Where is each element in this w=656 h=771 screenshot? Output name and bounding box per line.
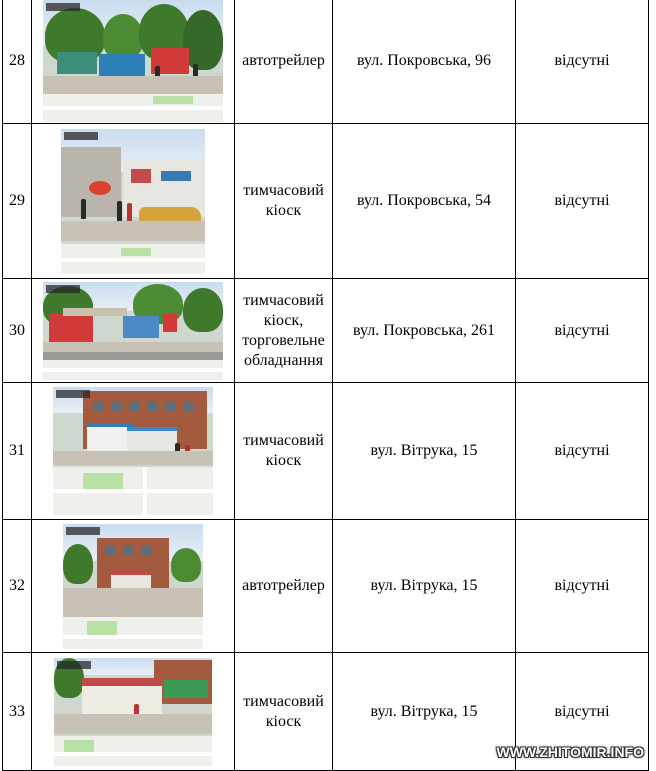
row-number: 29	[3, 124, 32, 279]
table-row	[3, 520, 649, 653]
object-type: автотрейлер	[235, 0, 333, 124]
object-type: тимчасовий кіоск	[235, 653, 333, 771]
object-type: автотрейлер	[235, 520, 333, 653]
object-address: вул. Покровська, 54	[333, 124, 516, 279]
object-type: тимчасовий кіоск	[235, 124, 333, 279]
object-type: тимчасовий кіоск	[235, 383, 333, 520]
street-photo	[63, 524, 203, 649]
object-status: відсутні	[516, 279, 649, 383]
row-number: 30	[3, 279, 32, 383]
site-watermark: WWW.ZHITOMIR.INFO	[496, 744, 644, 760]
street-photo	[61, 129, 205, 274]
object-type: тимчасовий кіоск, торговельне обладнання	[235, 279, 333, 383]
table-row	[3, 279, 649, 383]
photo-cell	[32, 520, 235, 653]
photo-cell	[32, 0, 235, 124]
photo-cell	[32, 279, 235, 383]
street-photo	[53, 387, 213, 515]
object-address: вул. Вітрука, 15	[333, 520, 516, 653]
objects-table	[2, 0, 649, 771]
object-status: відсутні	[516, 0, 649, 124]
table-row	[3, 124, 649, 279]
street-photo	[43, 282, 223, 380]
object-address: вул. Вітрука, 15	[333, 653, 516, 771]
row-number: 31	[3, 383, 32, 520]
row-number: 28	[3, 0, 32, 124]
row-number: 33	[3, 653, 32, 771]
object-address: вул. Вітрука, 15	[333, 383, 516, 520]
row-number: 32	[3, 520, 32, 653]
street-photo	[43, 0, 223, 122]
object-status: відсутні	[516, 124, 649, 279]
street-photo	[54, 658, 212, 766]
table-row	[3, 383, 649, 520]
object-address: вул. Покровська, 96	[333, 0, 516, 124]
table-row	[3, 0, 649, 124]
object-address: вул. Покровська, 261	[333, 279, 516, 383]
object-status: відсутні	[516, 653, 649, 771]
photo-cell	[32, 124, 235, 279]
object-status: відсутні	[516, 383, 649, 520]
photo-cell	[32, 653, 235, 771]
object-status: відсутні	[516, 520, 649, 653]
photo-cell	[32, 383, 235, 520]
